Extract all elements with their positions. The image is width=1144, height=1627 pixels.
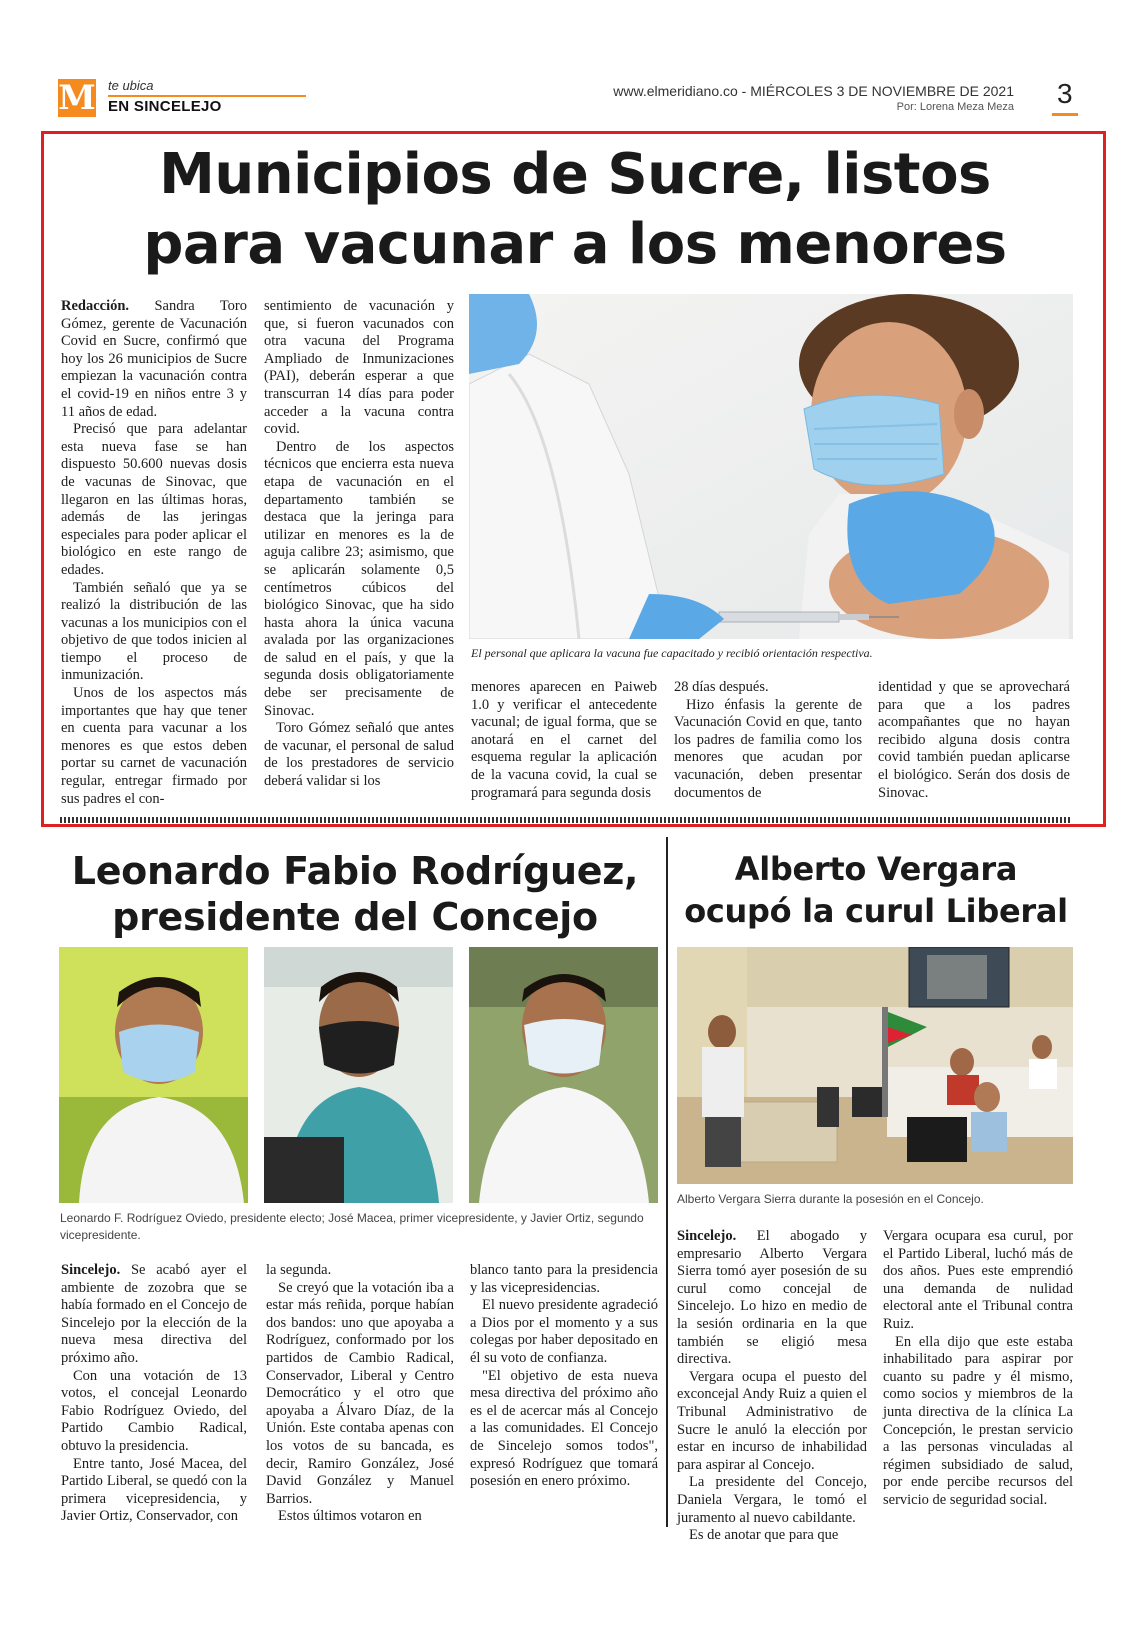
main-headline bbox=[60, 140, 1090, 280]
article3-headline-line2: ocupó la curul Liberal bbox=[684, 892, 1068, 930]
newspaper-logo: M bbox=[58, 78, 96, 118]
main-headline-line1: Municipios de Sucre, listos bbox=[159, 142, 991, 207]
paragraph: sentimiento de vacunación y que, si fueron vacunados con otra vacuna del Programa Ampliado de Inmunizaciones (PAI), deberán esperar a que transcurran 14 días para poder acceder a la vacuna contra covid. bbox=[264, 298, 454, 438]
article1-column-2 bbox=[264, 298, 454, 791]
photo-jose-macea bbox=[264, 947, 453, 1203]
section-kicker-small: te ubica bbox=[108, 78, 154, 93]
article3-column-1 bbox=[677, 1228, 867, 1545]
paragraph: Vergara ocupara esa curul, por el Partido Liberal, luchó más de dos años. Pues este emprendió una demanda de nulidad electoral ante el Tribunal contra Ruiz. bbox=[883, 1228, 1073, 1332]
paragraph: identidad y que se aprovechará para que a los padres acompañantes que no hayan recibido alguna dosis contra covid también puedan aplicarse el biológico. Serán dos dosis de Sinovac. bbox=[878, 679, 1070, 801]
paragraph: Vergara ocupa el puesto del exconcejal Andy Ruiz a quien el Tribunal Administrativo de Sucre le anuló la elección por estar en incurso de inhabilidad para aspirar al Concejo. bbox=[677, 1368, 867, 1473]
main-headline-line2: para vacunar a los menores bbox=[143, 212, 1007, 277]
article1-column-3 bbox=[471, 679, 657, 802]
vaccination-photo-illustration bbox=[469, 294, 1073, 639]
paragraph: 28 días después. bbox=[674, 679, 769, 695]
article2-column-2 bbox=[266, 1262, 454, 1526]
article1-column-1 bbox=[61, 298, 247, 808]
paragraph: El abogado y empresario Alberto Vergara Sierra tomó ayer posesión de su curul como concejal de Sincelejo. Lo hizo en medio de la sesión ordinaria en la que también se eligió mesa directiva. bbox=[677, 1228, 867, 1368]
section-kicker: EN SINCELEJO bbox=[108, 98, 222, 115]
article3-column-2 bbox=[883, 1228, 1073, 1510]
article1-column-5 bbox=[878, 679, 1070, 802]
page-number-underline bbox=[1052, 113, 1078, 116]
photo-javier-ortiz bbox=[469, 947, 658, 1203]
section-divider bbox=[60, 817, 1072, 823]
photo-council-session bbox=[677, 947, 1073, 1184]
article1-column-4 bbox=[674, 679, 862, 802]
paragraph: Se acabó ayer el ambiente de zozobra que se había formado en el Concejo de Sincelejo por la elección de la nueva mesa directiva del próximo año. bbox=[61, 1262, 247, 1366]
portrait-illustration bbox=[59, 947, 248, 1203]
article3-photo-caption: Alberto Vergara Sierra durante la posesión en el Concejo. bbox=[677, 1192, 984, 1206]
paragraph: En ella dijo que este estaba inhabilitado para aspirar por cuanto su padre y él mismo, como socios y miembros de la junta directiva de la clínica La Concepción, le prestan servicio a las personas vinculadas al régimen subsidiado de salud, por ende percibe recursos del servicio de seguridad social. bbox=[883, 1333, 1073, 1508]
portrait-illustration bbox=[469, 947, 658, 1203]
paragraph: menores aparecen en Paiweb 1.0 y verificar el antecedente vacunal; de igual forma, que se anotará en el carnet del esquema regular la aplicación de la vacuna covid, la cual se programará para segunda dosis bbox=[471, 679, 657, 801]
article2-column-1 bbox=[61, 1262, 247, 1526]
article2-headline-line2: presidente del Concejo bbox=[112, 895, 598, 939]
photo-caption: El personal que aplicara la vacuna fue capacitado y recibió orientación respectiva. bbox=[471, 646, 873, 660]
article3-headline bbox=[676, 848, 1076, 932]
paragraph: blanco tanto para la presidencia y las vicepresidencias. bbox=[470, 1262, 658, 1296]
paragraph: Estos últimos votaron en bbox=[278, 1508, 422, 1525]
paragraph: La presidente del Concejo, Daniela Vergara, le tomó el juramento al nuevo cabildante. bbox=[677, 1474, 867, 1526]
kicker-divider bbox=[108, 95, 306, 97]
article2-column-3 bbox=[470, 1262, 658, 1491]
paragraph: Toro Gómez señaló que antes de vacunar, el personal de salud de los prestadores de servicio deberá validar si los bbox=[264, 720, 454, 790]
page-number: 3 bbox=[1057, 78, 1073, 109]
article2-headline-line1: Leonardo Fabio Rodríguez, bbox=[71, 849, 639, 893]
paragraph: la segunda. bbox=[266, 1262, 332, 1278]
paragraph: El nuevo presidente agradeció a Dios por el momento y a sus colegas por haber depositado en él su voto de confianza. bbox=[470, 1297, 658, 1366]
paragraph: Entre tanto, José Macea, del Partido Liberal, se quedó con la primera vicepresidencia, y Javier Ortiz, Conservador, con bbox=[61, 1455, 247, 1525]
paragraph: "El objetivo de esta nueva mesa directiva del próximo año es el de acercar más al Concejo a las comunidades. El Concejo de Sincelejo somos todos", expresó Rodríguez que tomará posesión en enero próximo. bbox=[470, 1367, 658, 1490]
paragraph: Dentro de los aspectos técnicos que encierra esta nueva etapa de vacunación en el departamento también se destaca que la jeringa para utilizar en menores es la de aguja calibre 23; asimismo, que se aplicarán solamente 0,5 centímetros cúbicos del biológico Sinovac, que ha sido hasta ahora la única vacuna avalada por las organizaciones de salud en el país, y que la segunda dosis obligatoriamente debe ser precisamente de Sinovac. bbox=[264, 438, 454, 719]
paragraph: Se creyó que la votación iba a estar más reñida, porque habían dos bandos: uno que apoyaba a Rodríguez, conformado por los partidos de Cambio Radical, Conservador, Liberal y Centro Democrático y el otro que apoyaba a Álvaro Díaz, de la Unión. Este contaba apenas con los votos de su bancada, es decir, Ramiro González, José David González y Manuel Barrios. bbox=[266, 1279, 454, 1507]
article3-headline-line1: Alberto Vergara bbox=[734, 850, 1018, 888]
paragraph: Con una votación de 13 votos, el concejal Leonardo Fabio Rodríguez Oviedo, del Partido Cambio Radical, obtuvo la presidencia. bbox=[61, 1367, 247, 1454]
paragraph: Es de anotar que para que bbox=[689, 1527, 839, 1544]
article2-photo-caption: Leonardo F. Rodríguez Oviedo, presidente electo; José Macea, primer vicepresidente, y Javier Ortiz, segundo vicepresidente. bbox=[60, 1211, 644, 1242]
paragraph: Unos de los aspectos más importantes que hay que tener en cuenta para vacunar a los menores es que estos deben portar su carnet de vacunación regular, entregar firmado por sus padres el con- bbox=[61, 685, 247, 807]
vaccination-photo bbox=[469, 294, 1073, 639]
paragraph: También señaló que ya se realizó la distribución de las vacunas a los municipios con el objetivo de que todos inicien al tiempo el proceso de inmunización. bbox=[61, 579, 247, 684]
column-divider bbox=[666, 837, 668, 1527]
portrait-illustration bbox=[264, 947, 453, 1203]
site-and-date: www.elmeridiano.co - MIÉRCOLES 3 DE NOVIEMBRE DE 2021 bbox=[613, 83, 1014, 99]
paragraph: Sandra Toro Gómez, gerente de Vacunación Covid en Sucre, confirmó que hoy los 26 municipios de Sucre empiezan la vacunación contra el covid-19 en niños entre 3 y 11 años de edad. bbox=[61, 298, 247, 420]
dateline: Sincelejo. bbox=[677, 1228, 737, 1244]
photo-leonardo-rodriguez bbox=[59, 947, 248, 1203]
dateline: Sincelejo. bbox=[61, 1262, 121, 1278]
paragraph: Precisó que para adelantar esta nueva fase se han dispuesto 50.600 nuevas dosis de vacunas de Sinovac, que llegaron en las últimas horas, además de las jeringas especiales para poder aplicar el biológico en este rango de edades. bbox=[61, 421, 247, 578]
author-byline: Por: Lorena Meza Meza bbox=[896, 101, 1014, 113]
dateline: Redacción. bbox=[61, 298, 130, 314]
council-session-illustration bbox=[677, 947, 1073, 1184]
paragraph: Hizo énfasis la gerente de Vacunación Covid en que, tanto los padres de familia como los menores que acudan por vacunación, deben presentar documentos de bbox=[674, 696, 862, 801]
